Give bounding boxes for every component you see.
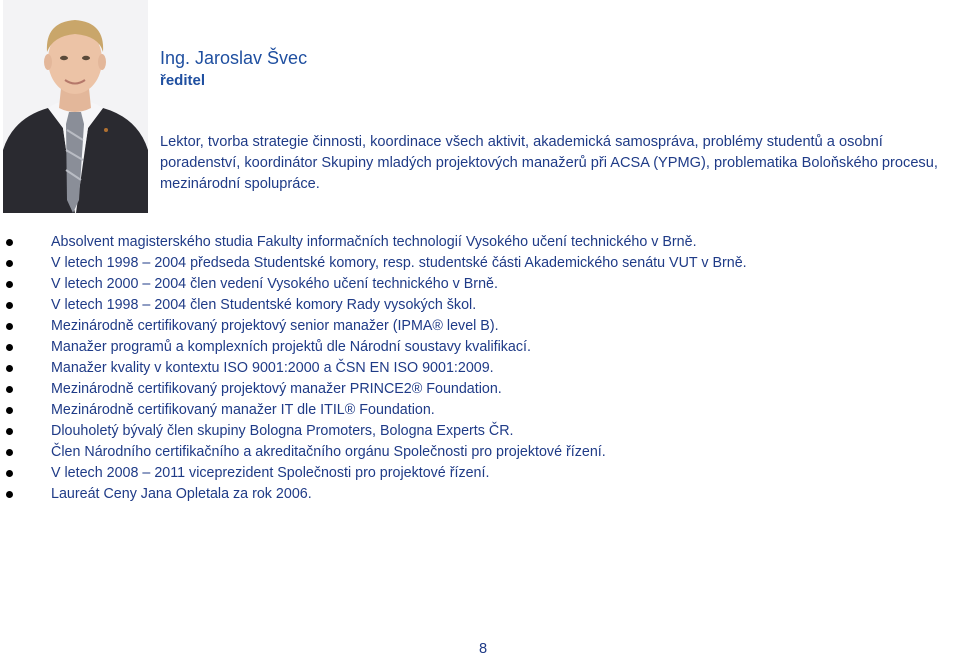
list-item <box>0 484 960 505</box>
list-item-text: V letech 2008 – 2011 viceprezident Společnosti pro projektové řízení. <box>51 465 490 481</box>
bullet-dot-icon <box>6 449 13 456</box>
list-item-text: Mezinárodně certifikovaný projektový senior manažer (IPMA® level B). <box>51 318 499 334</box>
list-item <box>0 316 960 337</box>
list-item-text: V letech 1998 – 2004 člen Studentské komory Rady vysokých škol. <box>51 297 477 313</box>
list-item <box>0 463 960 484</box>
list-item <box>0 337 960 358</box>
bullet-dot-icon <box>6 407 13 414</box>
list-item <box>0 274 960 295</box>
bullet-dot-icon <box>6 260 13 267</box>
page-number: 8 <box>478 641 488 657</box>
bullet-dot-icon <box>6 386 13 393</box>
portrait-photo <box>3 0 148 213</box>
list-item <box>0 253 960 274</box>
person-role: ředitel <box>160 72 206 89</box>
list-item <box>0 400 960 421</box>
list-item <box>0 379 960 400</box>
bullet-dot-icon <box>6 470 13 477</box>
portrait-illustration <box>3 0 148 213</box>
person-name: Ing. Jaroslav Švec <box>160 48 308 68</box>
list-item <box>0 295 960 316</box>
bullet-dot-icon <box>6 344 13 351</box>
list-item-text: Manažer programů a komplexních projektů dle Národní soustavy kvalifikací. <box>51 339 531 355</box>
bullet-dot-icon <box>6 239 13 246</box>
list-item-text: Mezinárodně certifikovaný projektový manažer PRINCE2® Foundation. <box>51 381 502 397</box>
list-item-text: Dlouholetý bývalý člen skupiny Bologna Promoters, Bologna Experts ČR. <box>51 423 514 439</box>
list-item-text: Mezinárodně certifikovaný manažer IT dle ITIL® Foundation. <box>51 402 435 418</box>
list-item-text: Laureát Ceny Jana Opletala za rok 2006. <box>51 486 312 502</box>
list-item <box>0 232 960 253</box>
bullet-dot-icon <box>6 323 13 330</box>
role-description: Lektor, tvorba strategie činnosti, koordinace všech aktivit, akademická samospráva, problémy studentů a osobní poradenství, koordinátor Skupiny mladých projektových manažerů při ACSA (YPMG), problematika Boloňského procesu, mezinárodní spolupráce. <box>160 134 938 192</box>
list-item-text: Absolvent magisterského studia Fakulty informačních technologií Vysokého učení technického v Brně. <box>51 234 697 250</box>
bullet-dot-icon <box>6 302 13 309</box>
list-item <box>0 442 960 463</box>
list-item-text: V letech 1998 – 2004 předseda Studentské komory, resp. studentské části Akademického senátu VUT v Brně. <box>51 255 747 271</box>
bullet-dot-icon <box>6 281 13 288</box>
bullet-dot-icon <box>6 428 13 435</box>
list-item <box>0 358 960 379</box>
list-item-text: Manažer kvality v kontextu ISO 9001:2000 a ČSN EN ISO 9001:2009. <box>51 360 494 376</box>
list-item-text: V letech 2000 – 2004 člen vedení Vysokého učení technického v Brně. <box>51 276 498 292</box>
list-item-text: Člen Národního certifikačního a akreditačního orgánu Společnosti pro projektové řízení. <box>51 444 606 460</box>
bullet-dot-icon <box>6 365 13 372</box>
list-item <box>0 421 960 442</box>
bullet-dot-icon <box>6 491 13 498</box>
career-list <box>0 232 960 505</box>
